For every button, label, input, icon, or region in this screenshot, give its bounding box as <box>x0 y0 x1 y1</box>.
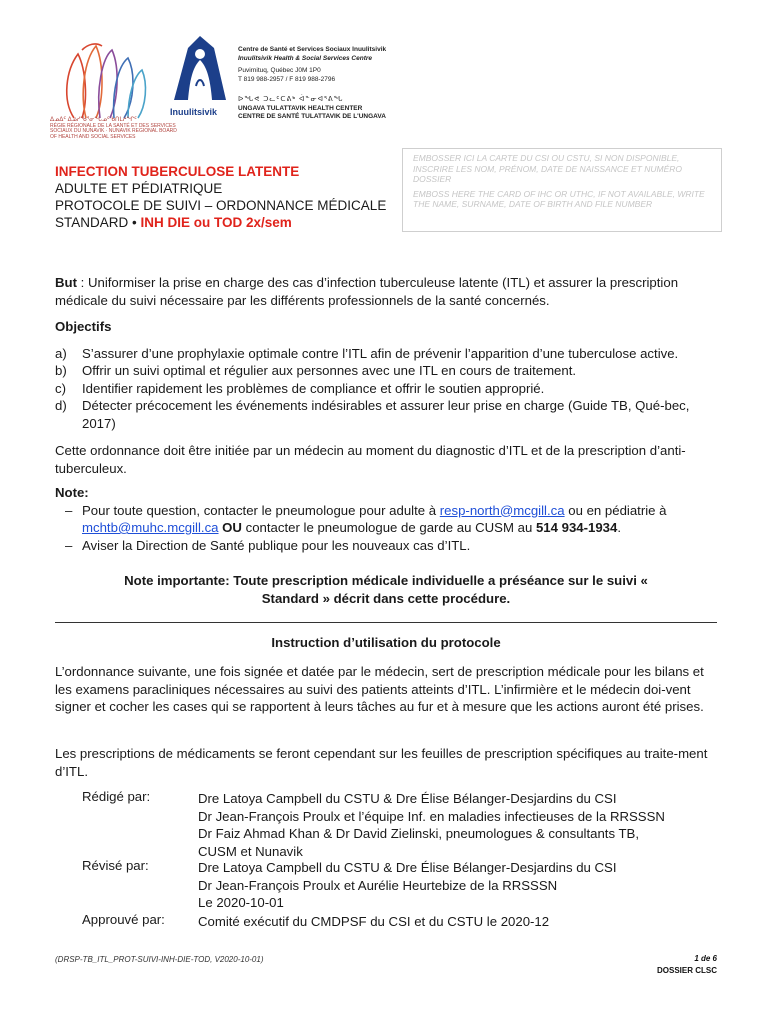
centre-name-fr: Centre de Santé et Services Sociaux Inuulitsivik <box>238 46 387 53</box>
objective-text: S’assurer d’une prophylaxie optimale contre l’ITL afin de prévenir l’apparition d’une tuberculose active. <box>82 345 679 361</box>
inuulitsivik-logo <box>170 30 230 125</box>
nunavik-board-text: ᐃᓄᐃᑦ ᐃᓅᓯᖃᕐᓂᖓᓄᑦ ᑲᑎᒪᔨᖏᑦ RÉGIE RÉGIONALE DE LA SANTÉ ET DES SERVICES SOCIAUX DU NUNAVIK · NUNAVIK REGIONAL BOARD OF HEALTH AND SOCIAL SERVICES <box>50 117 177 140</box>
objective-item <box>55 362 717 380</box>
title-line-4 <box>55 214 386 231</box>
note-text: Pour toute question, contacter le pneumologue pour adulte à <box>82 502 440 518</box>
revise-line: Le 2020-10-01 <box>198 895 284 910</box>
note-text: . <box>617 520 622 535</box>
title-line-1: INFECTION TUBERCULOSE LATENTE <box>55 164 300 179</box>
redige-line: Dr Jean-François Proulx et l’équipe Inf. en maladies infectieuses de la RRSSSN <box>198 808 665 824</box>
adult-pneumology-email-link[interactable]: resp-north@mcgill.ca <box>439 502 565 518</box>
ungava-name-en: UNGAVA TULATTAVIK HEALTH CENTER <box>238 104 363 112</box>
objectives-section <box>55 318 717 432</box>
dossier-label: DOSSIER CLSC <box>656 966 717 975</box>
note-section <box>55 484 717 554</box>
title-line-3: PROTOCOLE DE SUIVI – ORDONNANCE MÉDICALE <box>55 198 387 213</box>
initiation-paragraph <box>55 442 717 477</box>
objective-text: Détecter précocement les événements indésirables et assurer leur prise en charge (Guide TB, Qué-bec, 2017) <box>82 398 690 431</box>
ungava-syllabics: ᐅᖓᕙ ᑐᓚᑦᑕᕕᒃ ᐋᓐᓂᐊᕐᕕᖓ <box>238 96 344 103</box>
centre-contact-block <box>238 46 386 84</box>
emboss-instruction-en: EMBOSS HERE THE CARD OF IHC OR UTHC, IF NOT AVAILABLE, WRITE THE NAME, SURNAME, DATE OF BIRTH AND FILE NUMBER <box>413 188 705 209</box>
instruction-heading: Instruction d’utilisation du protocole <box>271 635 501 650</box>
objective-marker: c) <box>55 380 66 396</box>
approuve-names <box>198 913 718 931</box>
cusm-phone-number: 514 934-1934 <box>535 520 618 535</box>
inuulitsivik-label: Inuulitsivik <box>170 107 218 117</box>
centre-address: Puvirnituq, Québec J0M 1P0 <box>238 67 321 74</box>
title-line-2: ADULTE ET PÉDIATRIQUE <box>55 181 223 196</box>
revise-line: Dr Jean-François Proulx et Aurélie Heurtebize de la RRSSSN <box>198 877 558 893</box>
note-heading: Note: <box>55 485 89 500</box>
document-title <box>55 163 386 231</box>
revise-line: Dre Latoya Campbell du CSTU & Dre Élise Bélanger-Desjardins du CSI <box>198 860 617 875</box>
approuve-line: Comité exécutif du CMDPSF du CSI et du CSTU le 2020-12 <box>198 914 550 929</box>
page-number: 1 de 6 <box>694 954 717 963</box>
centre-phone: T 819 988-2957 / F 819 988-2796 <box>238 75 336 83</box>
redige-label: Rédigé par: <box>82 789 151 804</box>
section-divider <box>55 622 717 623</box>
title-line-4-prefix: STANDARD • <box>55 215 141 230</box>
svg-text:ᐃᓄᓕᑦᓯᕕᒃ: ᐃᓄᓕᑦᓯᕕᒃ <box>190 92 210 97</box>
note-item <box>65 537 717 555</box>
objective-marker: b) <box>55 363 67 378</box>
instruction-paragraph-2: Les prescriptions de médicaments se feront cependant sur les feuilles de prescription spécifiques au traite-ment d’ITL. <box>55 746 708 779</box>
ungava-name-fr: CENTRE DE SANTÉ TULATTAVIK DE L'UNGAVA <box>238 113 386 120</box>
note-dash: – <box>65 537 73 553</box>
note-item <box>65 502 717 537</box>
note-text: Aviser la Direction de Santé publique pour les nouveaux cas d’ITL. <box>82 537 471 553</box>
purpose-text: : Uniformiser la prise en charge des cas d’infection tuberculeuse latente (ITL) et assurer la prescription médicale du suivi nécessaire par les différents professionnels de la santé concernés. <box>55 275 679 308</box>
note-ou: OU <box>218 520 242 535</box>
revise-names <box>198 859 718 912</box>
note-dash: – <box>65 502 73 518</box>
initiation-text: Cette ordonnance doit être initiée par un médecin au moment du diagnostic d’ITL et de la prescription d’anti-tuberculeux. <box>55 443 686 476</box>
emboss-card-box[interactable] <box>402 148 722 232</box>
objectives-heading: Objectifs <box>55 319 112 334</box>
objective-marker: a) <box>55 345 67 361</box>
centre-name-en: Inuulitsivik Health & Social Services Centre <box>238 54 373 62</box>
important-note: Note importante: Toute prescription médicale individuelle a préséance sur le suivi « Standard » décrit dans cette procédure. <box>124 573 648 606</box>
purpose-label: But <box>55 275 77 290</box>
redige-line: CUSM et Nunavik <box>198 843 303 859</box>
approuve-label: Approuvé par: <box>82 912 165 927</box>
document-code: (DRSP-TB_ITL_PROT-SUIVI-INH-DIE-TOD, V2020-10-01) <box>55 955 264 964</box>
objective-text: Offrir un suivi optimal et régulier aux personnes avec une ITL en cours de traitement. <box>82 363 577 378</box>
note-text: ou en pédiatrie à <box>564 502 667 518</box>
redige-line: Dr Faiz Ahmad Khan & Dr David Zielinski, pneumologues & consultants TB, <box>198 826 640 841</box>
redige-line: Dre Latoya Campbell du CSTU & Dre Élise Bélanger-Desjardins du CSI <box>198 791 617 806</box>
revise-label: Révisé par: <box>82 858 149 873</box>
objective-item <box>55 397 717 432</box>
page-footer <box>600 953 717 977</box>
objective-item <box>55 345 717 363</box>
instruction-paragraph-1: L’ordonnance suivante, une fois signée et datée par le médecin, sert de prescription médicale pour les bilans et les examens paracliniques nécessaires au suivi des patients atteints d’ITL. L’infirmière et le médecin doi-vent signer et cocher les cases qui se rapportent à leurs tâches au fur et à mesure que les actions auront été prises. <box>55 664 704 714</box>
title-line-4-regimen: INH DIE ou TOD 2x/sem <box>140 215 292 230</box>
redige-names <box>198 790 718 860</box>
emboss-instruction-fr: EMBOSSER ICI LA CARTE DU CSI OU CSTU, SI NON DISPONIBLE, INSCRIRE LES NOM, PRÉNOM, DATE DE NAISSANCE ET NUMÉRO DOSSIER <box>413 153 683 184</box>
objective-text: Identifier rapidement les problèmes de compliance et offrir le soutien approprié. <box>82 380 545 396</box>
objective-item <box>55 380 717 398</box>
note-text: contacter le pneumologue de garde au CUSM au <box>241 520 536 535</box>
purpose-paragraph <box>55 274 717 309</box>
pediatric-tb-email-link[interactable]: mchtb@muhc.mcgill.ca <box>82 520 219 535</box>
objective-marker: d) <box>55 398 67 413</box>
ungava-block <box>238 96 386 122</box>
